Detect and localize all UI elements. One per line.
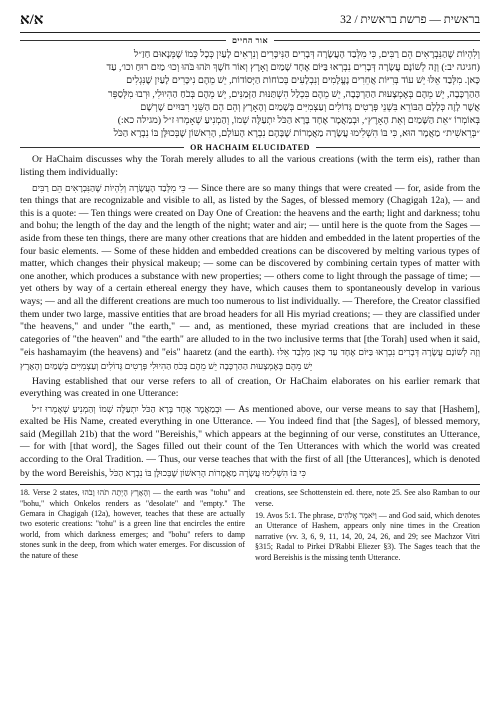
hebrew-phrase: יֵשׁ מֵהֶם בְּאֶמְצָעוּת הַהַרְכָּבָה <box>219 360 313 371</box>
paragraph-main <box>20 182 480 374</box>
footnote-19: 19. Avos 5:1. The phrase, וַיֹּאמֶר אֱלֹהִים — and God said, which denotes an Utterance of Hashem, appears only nine times in the Creation narrative (vv. 3, 6, 9, 11, 14, 20, 24, 26, and 29; see Machzor Vitri §315; Radal to Pirkei D'Rabbi Eliezer §3). The Sages teach that the word Bereishis is the missing tenth Utterance. <box>255 511 480 562</box>
hebrew-phrase: וּבְמַאֲמָר אֶחָד בָּרָא הַכֹּל יִתְעַלֶּה שְׁמוֹ <box>99 403 222 414</box>
hebrew-phrase: וְזֶה לְשׁוֹנָם <box>445 347 481 358</box>
hebrew-line: (חגיגה יב:) וְזֶה לְשׁוֹנָם עֲשָׂרָה דְּבָרִים נִבְרְאוּ בַּיּוֹם אֶחָד שָׁמַיִם וָאָרֶץ וְאוֹר חֹשֶׁךְ תֹּהוּ בֹּהוּ וְכוּ׳ מַיִם רוּחַ וכו׳, עַד <box>106 62 480 74</box>
paragraph-transition: Having established that our verse refers to all of creation, Or HaChaim elaborates on his earlier remark that everything was created in one Utterance: <box>20 375 480 400</box>
hebrew-line: ״בְּרֵאשִׁית״ מַאֲמָר הוּא, כִּי בּוֹ הִשְׁלִימוּ עֲשָׂרָה מַאֲמָרוֹת שֶׁבָּהֶם נִבְרָא הָעוֹלָם, הָרִאשׁוֹן שֶׁבְּכוּלָּן בּוֹ נִבְרָא הַכֹּל <box>113 128 480 140</box>
footnotes-left-column <box>20 488 245 565</box>
hebrew-phrase: עֲשָׂרָה דְּבָרִים נִבְרְאוּ בַּיּוֹם אֶחָד <box>340 347 443 358</box>
or-hachaim-title <box>20 36 480 45</box>
divider-line <box>274 40 480 41</box>
chapter-verse-marker: א/א <box>20 11 44 28</box>
hebrew-phrase: מִלְּבַד אֵלּוּ <box>277 347 311 358</box>
hebrew-line: כָּאן. מִלְּבַד אֵלּוּ יֵשׁ עוֹד בְּרִיּוֹת אֲחֵרִים נֶעֱלָמִים וְנִבְלָעִים בְּכוֹחוֹת הַיְּסוֹדוֹת, יֵשׁ מֵהֶם נִיכָּרִים לָעַיִן שֶׁנִּגְלִים <box>126 75 480 87</box>
hebrew-phrase: וְהַמְנִיעַ שְׁאָמְרוּ ז״ל <box>32 403 96 414</box>
elucidated-title <box>20 143 480 152</box>
footnote-18: 18. Verse 2 states, וְהָאָרֶץ הָיְתָה תֹהוּ וָבֹהוּ — the earth was "tohu" and "bohu," which Onkelos renders as "desolate" and "empty." The Gemara in Chagigah (12a), however, teaches that these are actually two esoteric creations: "tohu" is a green line that encircles the entire world, from which darkness emerges; and "bohu" refers to damp stones sunk in the deep, from which water emerges. For discussion of the nature of these <box>20 488 246 560</box>
hebrew-line: וְלִהְיוֹת שֶׁהַנִּבְרָאִים הֵם רַבִּים, כִּי מִלְּבַד הָעֲשָׂרָה דְּבָרִים הַנִּיכָּרִים וְנִרְאִים לָעַיִן כְּכָל כְּמוֹ שֶׁמְּנָאוּם חַזַ״ל <box>133 49 480 60</box>
footnote-18-continued: creations, see Schottenstein ed. there, note 25. See also Ramban to our verse. <box>255 488 480 508</box>
book-parashah-page: בראשית — פרשת בראשית / 32 <box>340 14 480 26</box>
paragraph-utterance-text: — As mentioned above, our verse means to say that [Hashem], exalted be His Name, created everything in one Utterance. — You indeed find that [the Sages], of blessed memory, said (Megillah 21b) that the word "Bereishis," which appears at the beginning of our verse, constitutes an Utterance, — for with [that word], the Sages filled out their count of the Ten Utterances with which the world was created according to the Oral Tradition. — Thus, our verse teaches that with the first of all [the Utterances], which is denoted by the word Bereishis, <box>20 403 480 479</box>
footnotes <box>20 488 480 565</box>
hebrew-phrase: וְלִהְיוֹת שֶׁהַנִּבְרָאִים הֵם רַבִּים <box>32 182 127 193</box>
or-hachaim-title-text: אור החיים <box>231 36 269 45</box>
hebrew-phrase: כִּי מִלְּבַד הָעֲשָׂרָה <box>129 182 186 193</box>
hebrew-phrase: הָרִאשׁוֹן שֶׁבְּכוּלָּן בּוֹ נִבְרָא הַכֹּל <box>109 467 207 478</box>
divider-line <box>20 40 226 41</box>
hebrew-phrase: בְּשָׁמַיִם וְהָאָרֶץ <box>20 360 69 371</box>
paragraph-intro: Or HaChaim discusses why the Torah merely alludes to all the various creations (with the term eis), rather than listing them individually: <box>20 154 480 179</box>
divider-line <box>20 147 184 148</box>
paragraph-utterance <box>20 403 480 481</box>
running-header <box>20 8 480 33</box>
hebrew-line: הַהַרְכָּבָה, יֵשׁ מֵהֶם בְּאֶמְצָעוּת הַהַרְכָּבָה, יֵשׁ מֵהֶם בִּכְלַל הִשְׁתַּנּוּת הַזְּמַנִּים, יֵשׁ מֵהֶם בְּכֹחַ הַהִיוּלִי, וּרְבוּ מִלְּסַפֵּר <box>107 88 480 100</box>
footnote-divider <box>20 484 480 485</box>
elucidated-title-text: OR HACHAIM ELUCIDATED <box>190 143 310 153</box>
hebrew-commentary <box>20 48 480 140</box>
footnotes-right-column <box>255 488 480 565</box>
hebrew-phrase: עַד כָּאן <box>313 347 338 358</box>
divider-line <box>316 147 480 148</box>
hebrew-phrase: פְּרָטִים גְּדוֹלִים וְעַצְמִיִּים <box>70 360 148 371</box>
hebrew-line: בְּאוֹמְרוֹ ״אֵת הַשָּׁמַיִם וְאֵת הָאָרֶץ״, וּבְמַאֲמָר אֶחָד בָּרָא הַכֹּל יִתְעַלֶּה שְׁמוֹ, וְהַמְנִיעַ שְׁאָמְרוּ ז״ל (מגילה כא:) <box>117 115 480 127</box>
page <box>20 8 480 565</box>
hebrew-phrase: יֵשׁ מֵהֶם בְּכֹחַ הַהִיוּלִי <box>149 360 217 371</box>
hebrew-phrase: כִּי בּוֹ הִשְׁלִימוּ עֲשָׂרָה מַאֲמָרוֹת <box>208 467 306 478</box>
hebrew-line: אֲשֶׁר לָזֶה כְּלָלָם הַבּוֹרֵא בִּשְׁנֵי פְּרָטִים גְּדוֹלִים וְעַצְמִיִּים בְּשָׁמַיִם וְהָאָרֶץ וְהֵם הֵם הַשֵּׁנִי רִבּוּיִים שֶׁרְשָׁם <box>140 101 480 113</box>
paragraph-main-text: — Since there are so many things that were created — for, aside from the ten things that are recognizable and visible to all, as listed by the Sages, of blessed memory (Chagigah 12a), — and this is a quote: — Ten things were created on Day One of Creation: the heavens and the earth; light and darkness; tohu and bohu; the length of the day and the length of the night; water and air; — until here is the quote from the Sages — aside from these ten things, there are many other creations that are hidden and embedded in the latent properties of the four basic elements. — Some of these hidden and embedded creations can be discovered by melting various types of matter, which changes their physical makeup; — some can be discovered by combining certain types of matter with one another, which produces a substance with new properties; — others come to light through the passage of time; — yet others by way of a certain ethereal energy they have, which causes them to spontaneously develop in various ways; — and all the different creations are much too numerous to list individually. — Therefore, the Creator classified them under two large, massive entities that are broad headers for all His myriad creations; — they are classified under "the heavens," and under "the earth," — and, as mentioned, these myriad creations that are included in these categories of "the heaven" and "the earth" are alluded to in the two inclusive terms that [the Torah] used when it said, "eis hashamayim (the heavens) and "eis" haaretz (and the earth). <box>20 182 481 359</box>
elucidation <box>20 154 480 480</box>
